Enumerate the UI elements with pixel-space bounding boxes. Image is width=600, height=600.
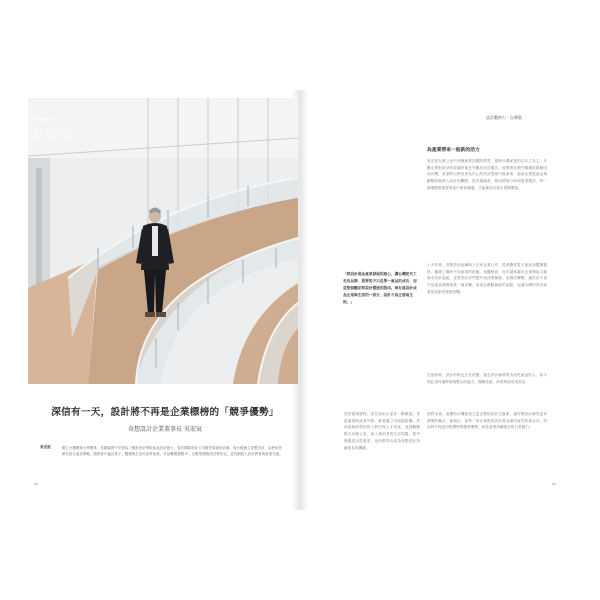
photo-illustration (28, 98, 298, 384)
page-number-right: 69 (552, 482, 556, 486)
photo-kicker: Pioneer (34, 118, 54, 123)
running-head: 設計觀察力 · 台灣篇 (486, 115, 522, 120)
section-title: 為產業帶來一股新的活力 (427, 148, 480, 153)
body-paragraph: 吳宏宸在辦公室中回憶創業初期的情景。當時台灣產業仍以代工為主，多數企業對設計的認識停留在外觀美化的層次。他帶著在國外累積的經驗回到台灣，希望將以使用者為中心的設計思維引進產業，協助企業從產品規劃階段就納入設計的觀點。從市場調查、使用情境分析到原型製作，每一個環節都需要與客戶密切溝通，才能讓設計真正發揮價值。 (427, 159, 547, 190)
body-column-b (427, 262, 547, 302)
page-number-left: 68 (34, 482, 38, 486)
body-column-e (344, 411, 420, 457)
body-paragraph: 回首創業歷程，吳宏宸坦言並非一路順遂。景氣循環與產業外移，都曾讓公司面臨挑戰。然而他始終堅持投入研究與人才培育，並鼓勵團隊走出辦公室，深入使用者的生活現場，從中發掘真正的需求，這份堅持也成為奇想設計持續成長的關鍵。 (344, 412, 420, 450)
photo-credit-writer: 撰文：吳品萱 · 林育緯 (34, 128, 76, 133)
body-paragraph: 面對未來，他期盼台灣能建立更完整的設計生態系，讓年輕設計師有更多發揮的舞台。他相信，當每一家企業都把設計視為理所當然的基本功，設計將不再是用來標榜的競爭優勢，而是產業持續進步的日常動力。 (427, 412, 547, 430)
body-paragraph: 十多年來，奇想設計陸續與上百家企業合作，從消費性電子產品到醫療器材，累積了橫跨不同產業的經驗。他觀察到，近年越來越多企業開始主動尋求設計協助，並將設計部門提升到決策層級。這樣的轉變，讓設計不再只是產品開發最後一個步驟，而成為帶動創新的起點，也讓台灣的設計產業迎來新的發展契機。 (427, 263, 547, 294)
article-headline: 深信有一天，設計將不再是企業標榜的「競爭優勢」 (51, 407, 279, 418)
profile-text: 國立台灣藝術大學畢業，英國倫敦中央聖馬丁藝術設計學院產品設計碩士，曾於國際設計公司擔任資深設計師，返台後創立奇想設計，以使用者研究結合產品策略，服務客戶遍及電子、醫療與生活用品等產業。作品屢獲德國 iF、紅點等國際設計獎肯定，並長期投入設計教育與產業交流。 (62, 446, 283, 456)
article-byline: 奇想設計企業董事長 吳宏宸 (128, 426, 202, 433)
body-paragraph: 在他看來，設計的角色正在改變。過去設計師被視為美化產品的人，如今則必須具備跨領域整合的能力，理解技術、商業與使用者需求。 (427, 373, 547, 384)
body-column-c (427, 372, 547, 391)
body-column-d (427, 411, 547, 437)
photo-credit-photographer: 攝影：Jason Chang (34, 134, 73, 139)
pull-quote: 「將設計視為產業發展的核心，讓台灣從代工走向品牌，需要的不只是單一產品的成功，而是整個體系對設計價值的認同。唯有當設計成為企業與生活的一部分，設計才真正落地生根。」 (343, 272, 417, 304)
portrait-photo (28, 98, 298, 384)
body-column-a (427, 158, 547, 198)
profile-label: 吳宏宸 (40, 445, 51, 449)
